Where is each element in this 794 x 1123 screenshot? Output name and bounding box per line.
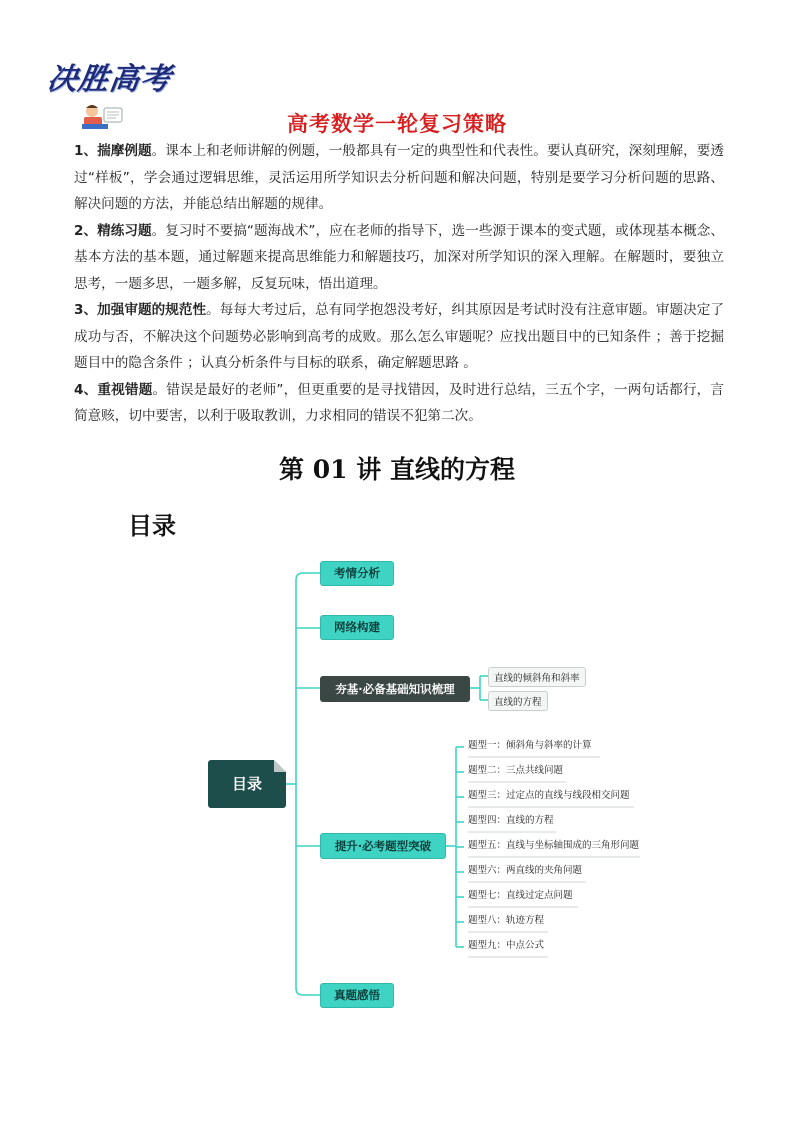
strategy-paragraph: [74, 138, 724, 218]
toc-leaf[interactable]: 题型四：直线的方程: [468, 815, 554, 826]
lecture-title: 第 01 讲 直线的方程: [279, 455, 515, 484]
page-title: 高考数学一轮复习策略: [287, 112, 507, 136]
toc-node-real-exams[interactable]: 真题感悟: [320, 983, 394, 1008]
toc-node-problem-types[interactable]: 提升·必考题型突破: [320, 833, 446, 859]
strategy-text: 。错误是最好的老师”，但更重要的是寻找错因，及时进行总结，三五个字，一两句话都行，言简意赅，切中要害，以利于吸取教训，力求相同的错误不犯第二次。: [74, 381, 724, 424]
toc-leaf[interactable]: 题型五：直线与坐标轴围成的三角形问题: [468, 840, 640, 851]
strategy-label: 1、揣摩例题: [74, 143, 152, 159]
toc-node-basics[interactable]: 夯基·必备基础知识梳理: [320, 676, 470, 702]
strategy-text: 。复习时不要搞“题海战术”，应在老师的指导下，选一些源于课本的变式题，或体现基本概念、基本方法的基本题，通过解题来提高思维能力和解题技巧，加深对所学知识的深入理解。在解题时，要独立思考，一题多思，一题多解，反复玩味，悟出道理。: [74, 222, 724, 292]
toc-root-node: 目录: [208, 760, 286, 808]
strategy-section: [74, 138, 724, 430]
toc-node-network[interactable]: 网络构建: [320, 615, 394, 640]
toc-leaf[interactable]: 直线的方程: [488, 691, 548, 711]
toc-leaf[interactable]: 题型二：三点共线问题: [468, 765, 564, 776]
toc-leaf[interactable]: 题型八：轨迹方程: [468, 915, 545, 926]
strategy-paragraph: [74, 297, 724, 377]
strategy-text: 。每每大考过后，总有同学抱怨没考好，纠其原因是考试时没有注意审题。审题决定了成功与否，不解决这个问题势必影响到高考的成败。那么怎么审题呢？应找出题目中的已知条件 ；善于挖掘题目中的隐含条件 ；认真分析条件与目标的联系，确定解题思路 。: [74, 302, 724, 371]
toc-leaf[interactable]: 题型六：两直线的夹角问题: [468, 865, 583, 876]
strategy-paragraph: [74, 218, 724, 298]
toc-leaf[interactable]: 题型七：直线过定点问题: [468, 890, 573, 901]
toc-leaf[interactable]: 直线的倾斜角和斜率: [488, 667, 586, 687]
toc-node-exam-analysis[interactable]: 考情分析: [320, 561, 394, 586]
mindmap-connectors: [0, 540, 794, 1020]
toc-leaf[interactable]: 题型三：过定点的直线与线段相交问题: [468, 790, 630, 801]
toc-heading: 目录: [128, 511, 176, 540]
logo-text: 决胜高考: [45, 62, 174, 97]
toc-leaf[interactable]: 题型一：倾斜角与斜率的计算: [468, 740, 592, 751]
strategy-paragraph: [74, 377, 724, 430]
fold-corner-icon: [274, 760, 286, 772]
strategy-label: 2、精练习题: [74, 222, 152, 239]
toc-leaf[interactable]: 题型九：中点公式: [468, 940, 545, 951]
toc-mindmap: [0, 540, 794, 1020]
strategy-label: 3、加强审题的规范性: [74, 302, 207, 318]
strategy-label: 4、重视错题: [74, 381, 153, 398]
strategy-text: 。课本上和老师讲解的例题，一般都具有一定的典型性和代表性。要认真研究，深刻理解，要透过“样板”，学会通过逻辑思维，灵活运用所学知识去分析问题和解决问题，特别是要学习分析问题的思路、解决问题的方法，并能总结出解题的规律。: [74, 143, 724, 212]
